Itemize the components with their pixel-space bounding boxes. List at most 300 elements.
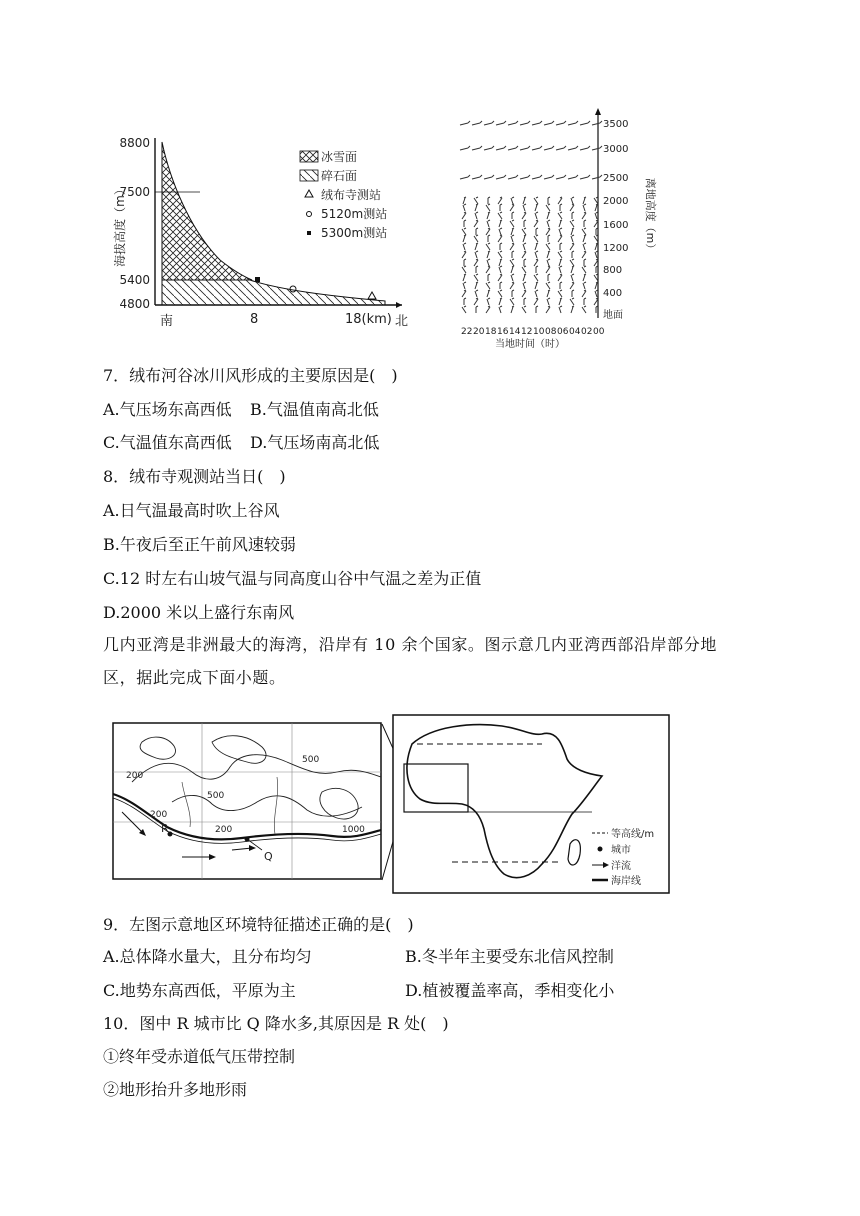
wind-barb-tick xyxy=(512,259,514,260)
wind-barb xyxy=(559,299,561,305)
wind-barb xyxy=(535,244,537,250)
wind-barb xyxy=(532,123,540,125)
wind-barb-tick xyxy=(512,235,514,236)
legend-gravel: 碎石面 xyxy=(321,169,358,183)
wind-barb-tick xyxy=(560,251,562,252)
wind-barb-tick xyxy=(476,282,478,283)
wind-barb xyxy=(595,205,597,211)
wind-barb-tick xyxy=(548,282,550,283)
wind-barb-tick xyxy=(560,220,562,221)
wind-barb-tick xyxy=(536,197,538,198)
wind-barb xyxy=(463,198,465,204)
wind-barb-tick xyxy=(500,204,502,205)
wind-barb-tick xyxy=(488,298,490,299)
wind-barb xyxy=(580,148,588,150)
wind-barb xyxy=(484,123,492,125)
wind-barb-tick xyxy=(468,121,470,123)
wind-barb-tick xyxy=(540,175,542,177)
wind-barb-tick xyxy=(536,228,538,229)
wind-barb xyxy=(582,291,586,297)
intro-line1: 几内亚湾是非洲最大的海湾，沿岸有 10 余个国家。图示意几内亚湾西部沿岸部分地 xyxy=(103,635,717,654)
wind-barb xyxy=(570,221,574,227)
wind-barb xyxy=(570,244,574,250)
wind-barb xyxy=(595,244,597,250)
wind-barb xyxy=(556,177,564,179)
wind-barb xyxy=(582,252,586,258)
y-tick: 2500 xyxy=(603,173,629,184)
wind-barb xyxy=(522,267,526,273)
wind-barb xyxy=(474,221,478,227)
wind-barb xyxy=(523,283,525,289)
wind-barb xyxy=(460,148,468,150)
wind-barb-tick xyxy=(548,220,550,221)
q7-option-b: B.气温值南高北低 xyxy=(250,400,379,419)
wind-barb-tick xyxy=(464,220,466,221)
wind-barb xyxy=(460,177,468,179)
wind-barb-tick xyxy=(572,220,574,221)
x-tick: 18 xyxy=(485,327,497,337)
wind-barb-tick xyxy=(548,197,550,198)
y-tick: 2000 xyxy=(603,196,629,207)
wind-barb-tick xyxy=(536,243,538,244)
wind-barb-tick xyxy=(504,146,506,148)
wind-barb-tick xyxy=(524,306,526,307)
wind-barb xyxy=(511,229,513,235)
wind-barb-tick xyxy=(524,235,526,236)
wind-barb-tick xyxy=(476,243,478,244)
wind-barb xyxy=(487,213,489,219)
wind-barb xyxy=(559,221,561,227)
wind-barb-tick xyxy=(464,204,466,205)
wind-barb xyxy=(508,123,516,125)
wind-barb-tick xyxy=(536,274,538,275)
wind-barb-tick xyxy=(536,306,538,307)
wind-barb-tick xyxy=(524,243,526,244)
wind-barb xyxy=(499,307,501,313)
q7-option-c: C.气温值东高西低 xyxy=(103,433,232,452)
wind-barb-tick xyxy=(588,121,590,123)
legend-5120: 5120m测站 xyxy=(321,207,388,221)
wind-barb xyxy=(475,252,477,258)
wind-barb-tick xyxy=(584,282,586,283)
wind-barb-tick xyxy=(488,204,490,205)
wind-barb xyxy=(487,291,489,297)
contour-label: 500 xyxy=(207,791,225,801)
legend-contour: 等高线/m xyxy=(611,829,655,840)
wind-barb-tick xyxy=(512,251,514,252)
x-tick: 00 xyxy=(593,327,605,337)
q9-option-d: D.植被覆盖率高，季相变化小 xyxy=(405,981,615,1000)
wind-barb-tick xyxy=(572,228,574,229)
q7-option-a: A.气压场东高西低 xyxy=(103,400,232,419)
wind-barb-tick xyxy=(560,298,562,299)
wind-barb xyxy=(508,177,516,179)
wind-barb-tick xyxy=(488,251,490,252)
wind-barb xyxy=(571,267,573,273)
wind-barb-tick xyxy=(564,175,566,177)
wind-barb xyxy=(592,123,600,125)
wind-barb xyxy=(522,213,526,219)
legend-current: 洋流 xyxy=(611,861,631,872)
wind-barb-tick xyxy=(464,243,466,244)
wind-barb xyxy=(556,123,564,125)
africa-inset-map xyxy=(392,714,670,894)
wind-barb xyxy=(463,205,465,211)
q10-stem: 10．图中 R 城市比 Q 降水多,其原因是 R 处( ) xyxy=(103,1014,449,1033)
wind-barb-tick xyxy=(588,175,590,177)
wind-barb xyxy=(544,177,552,179)
wind-barb-tick xyxy=(512,228,514,229)
wind-barb-tick xyxy=(584,197,586,198)
wind-barb xyxy=(583,283,585,289)
wind-barb-tick xyxy=(500,290,502,291)
x-tick: 北 xyxy=(395,314,409,329)
wind-barb xyxy=(570,283,574,289)
wind-barb xyxy=(558,252,562,258)
wind-barb-tick xyxy=(600,175,602,177)
wind-barb-tick xyxy=(548,212,550,213)
wind-barb-tick xyxy=(548,290,550,291)
wind-barb-tick xyxy=(552,146,554,148)
wind-barb xyxy=(582,267,586,273)
wind-barb xyxy=(523,236,525,242)
q9-option-a: A.总体降水量大，且分布均匀 xyxy=(103,947,312,966)
wind-barb xyxy=(558,275,562,281)
wind-barb xyxy=(474,198,478,204)
wind-barb-tick xyxy=(476,266,478,267)
q8-stem: 8．绒布寺观测站当日( ) xyxy=(103,467,286,486)
wind-barb xyxy=(595,213,597,219)
wind-barb xyxy=(595,283,597,289)
wind-barb-tick xyxy=(488,274,490,275)
y-tick: 400 xyxy=(603,288,623,299)
wind-barb-tick xyxy=(488,212,490,213)
wind-barb xyxy=(460,123,468,125)
wind-barb xyxy=(570,260,574,266)
wind-barb xyxy=(570,299,574,305)
wind-barb-tick xyxy=(600,146,602,148)
wind-barb xyxy=(582,307,586,313)
wind-barb-tick xyxy=(572,274,574,275)
wind-barb xyxy=(568,123,576,125)
wind-barb xyxy=(595,252,597,258)
wind-barb xyxy=(522,229,526,235)
wind-barb xyxy=(499,299,501,305)
wind-barb xyxy=(498,198,502,204)
x-tick: 06 xyxy=(557,327,569,337)
legend-snow: 冰雪面 xyxy=(321,150,358,164)
wind-barb xyxy=(535,283,537,289)
wind-barb xyxy=(474,236,478,242)
wind-barb xyxy=(498,252,502,258)
wind-barb xyxy=(463,244,465,250)
wind-barb xyxy=(558,236,562,242)
wind-barb-tick xyxy=(524,197,526,198)
wind-barb xyxy=(487,252,489,258)
wind-barb xyxy=(570,205,574,211)
wind-barb xyxy=(583,236,585,242)
x-tick: 04 xyxy=(569,327,581,337)
wind-barb-tick xyxy=(584,235,586,236)
wind-barb xyxy=(510,283,514,289)
wind-barb xyxy=(522,252,526,258)
wind-barb xyxy=(534,275,538,281)
wind-barb-tick xyxy=(480,146,482,148)
wind-barb-tick xyxy=(476,251,478,252)
wind-barb-tick xyxy=(500,220,502,221)
wind-barb xyxy=(534,221,538,227)
wind-barb xyxy=(510,221,514,227)
wind-barb-tick xyxy=(512,197,514,198)
wind-profile-figure xyxy=(450,106,660,350)
wind-barb-tick xyxy=(524,274,526,275)
wind-barb xyxy=(592,177,600,179)
wind-barb xyxy=(475,213,477,219)
y-tick: 8800 xyxy=(119,136,150,150)
wind-barb-tick xyxy=(476,204,478,205)
wind-barb xyxy=(582,229,586,235)
wind-barb-tick xyxy=(512,220,514,221)
wind-barb-tick xyxy=(540,121,542,123)
wind-barb-tick xyxy=(560,282,562,283)
wind-barb xyxy=(522,307,526,313)
wind-barb xyxy=(558,291,562,297)
x-tick: 08 xyxy=(545,327,557,337)
contour-label: 200 xyxy=(215,825,233,835)
wind-barb xyxy=(462,229,466,235)
wind-barb xyxy=(546,283,550,289)
wind-barb-tick xyxy=(548,243,550,244)
wind-barb-tick xyxy=(524,298,526,299)
wind-barb-tick xyxy=(516,146,518,148)
wind-barb-tick xyxy=(528,121,530,123)
wind-barb xyxy=(462,252,466,258)
wind-barb-tick xyxy=(564,146,566,148)
wind-barb-tick xyxy=(464,298,466,299)
city-r-label: R xyxy=(161,822,169,835)
wind-barb xyxy=(559,307,561,313)
wind-barb xyxy=(508,148,516,150)
q8-option-d: D.2000 米以上盛行东南风 xyxy=(103,603,295,622)
wind-barb xyxy=(499,267,501,273)
wind-barb xyxy=(546,229,550,235)
wind-barb-tick xyxy=(584,204,586,205)
q8-option-a: A.日气温最高时吹上谷风 xyxy=(103,501,280,520)
wind-barb-tick xyxy=(572,298,574,299)
wind-barb-tick xyxy=(500,306,502,307)
wind-barb-tick xyxy=(588,146,590,148)
q7-option-d: D.气压场南高北低 xyxy=(250,433,380,452)
wind-barb-tick xyxy=(476,212,478,213)
wind-barb-tick xyxy=(512,266,514,267)
wind-barb xyxy=(534,260,538,266)
wind-barb xyxy=(547,221,549,227)
wind-barb xyxy=(559,260,561,266)
wind-barb-tick xyxy=(572,197,574,198)
wind-barb xyxy=(547,291,549,297)
wind-barb-tick xyxy=(488,197,490,198)
wind-barb-tick xyxy=(536,282,538,283)
wind-barb-tick xyxy=(464,282,466,283)
wind-barb-tick xyxy=(524,220,526,221)
wind-barb-tick xyxy=(500,243,502,244)
wind-barb-tick xyxy=(476,197,478,198)
wind-barb xyxy=(462,307,466,313)
wind-barb xyxy=(486,267,490,273)
wind-barb-tick xyxy=(576,146,578,148)
wind-barb xyxy=(582,213,586,219)
wind-barb xyxy=(522,291,526,297)
wind-barb-tick xyxy=(488,259,490,260)
guinea-gulf-map xyxy=(112,722,382,880)
q10-option-1: ①终年受赤道低气压带控制 xyxy=(103,1047,296,1066)
wind-barb-tick xyxy=(500,251,502,252)
q8-option-b: B.午夜后至正午前风速较弱 xyxy=(103,535,296,554)
wind-barb xyxy=(462,213,466,219)
wind-barb-tick xyxy=(504,175,506,177)
wind-barb-tick xyxy=(560,212,562,213)
contour-label: 200 xyxy=(126,771,144,781)
wind-barb xyxy=(499,221,501,227)
wind-barb-tick xyxy=(464,306,466,307)
y-tick: 4800 xyxy=(119,297,150,311)
wind-barb-tick xyxy=(512,306,514,307)
x-tick: 南 xyxy=(160,314,174,329)
wind-barb-tick xyxy=(560,204,562,205)
wind-barb xyxy=(592,148,600,150)
wind-barb-tick xyxy=(512,212,514,213)
wind-barb-tick xyxy=(516,121,518,123)
wind-barb-tick xyxy=(500,259,502,260)
wind-barb xyxy=(544,123,552,125)
wind-barb xyxy=(486,205,490,211)
y-tick: 5400 xyxy=(119,273,150,287)
wind-barb-tick xyxy=(464,235,466,236)
wind-barb-tick xyxy=(468,175,470,177)
x-tick: 22 xyxy=(461,327,473,337)
wind-barb xyxy=(558,213,562,219)
wind-barb-tick xyxy=(524,282,526,283)
wind-barb-tick xyxy=(492,146,494,148)
wind-barb-tick xyxy=(540,146,542,148)
wind-barb-tick xyxy=(504,121,506,123)
wind-barb xyxy=(474,299,478,305)
wind-barb-tick xyxy=(572,259,574,260)
wind-barb xyxy=(486,244,490,250)
wind-barb xyxy=(583,275,585,281)
wind-barb xyxy=(498,291,502,297)
legend-rongbu: 绒布寺测站 xyxy=(321,188,382,202)
wind-barb-tick xyxy=(584,228,586,229)
wind-barb xyxy=(547,260,549,266)
wind-barb-tick xyxy=(524,228,526,229)
wind-barb-tick xyxy=(464,197,466,198)
wind-barb xyxy=(475,205,477,211)
wind-barb-tick xyxy=(576,121,578,123)
wind-barb xyxy=(568,148,576,150)
wind-barb xyxy=(484,148,492,150)
wind-barb xyxy=(463,283,465,289)
wind-barb-tick xyxy=(500,282,502,283)
wind-barb-tick xyxy=(560,243,562,244)
wind-barb xyxy=(535,205,537,211)
x-tick: 16 xyxy=(497,327,509,337)
wind-barb-tick xyxy=(552,121,554,123)
wind-barb xyxy=(510,260,514,266)
wind-barb xyxy=(499,229,501,235)
wind-barb-tick xyxy=(536,212,538,213)
y-tick: 1200 xyxy=(603,243,629,254)
wind-barb xyxy=(510,205,514,211)
contour-label: 500 xyxy=(302,755,320,765)
wind-barb xyxy=(496,177,504,179)
wind-barb xyxy=(474,260,478,266)
y-tick: 3500 xyxy=(603,119,629,130)
wind-barb xyxy=(547,299,549,305)
wind-barb-tick xyxy=(500,298,502,299)
wind-barb-tick xyxy=(464,259,466,260)
wind-barb-tick xyxy=(476,306,478,307)
wind-barb xyxy=(511,198,513,204)
x-tick: 12 xyxy=(521,327,533,337)
wind-barb-tick xyxy=(548,204,550,205)
y-tick: 地面 xyxy=(603,310,623,321)
wind-barb xyxy=(463,236,465,242)
wind-barb xyxy=(571,229,573,235)
y-tick: 7500 xyxy=(119,185,150,199)
wind-barb xyxy=(559,229,561,235)
q9-stem: 9．左图示意地区环境特征描述正确的是( ) xyxy=(103,915,414,934)
wind-barb-tick xyxy=(584,220,586,221)
wind-barb-tick xyxy=(528,146,530,148)
wind-barb xyxy=(462,267,466,273)
wind-barb-tick xyxy=(560,228,562,229)
wind-barb-tick xyxy=(560,306,562,307)
y-axis-label: 海拔高度（m） xyxy=(113,183,127,267)
wind-barb-tick xyxy=(488,290,490,291)
wind-barb-tick xyxy=(584,243,586,244)
wind-barb-tick xyxy=(476,228,478,229)
wind-barb-tick xyxy=(536,204,538,205)
wind-barb-tick xyxy=(476,290,478,291)
wind-barb xyxy=(511,307,513,313)
x-tick: 20 xyxy=(473,327,485,337)
legend-city: 城市 xyxy=(611,845,631,856)
wind-barb xyxy=(571,275,573,281)
glacier-profile-figure xyxy=(110,120,420,335)
wind-barb xyxy=(556,148,564,150)
wind-barb xyxy=(523,275,525,281)
wind-barb-tick xyxy=(548,251,550,252)
wind-barb xyxy=(487,221,489,227)
wind-barb xyxy=(558,198,562,204)
q9-option-b: B.冬半年主要受东北信风控制 xyxy=(405,947,614,966)
wind-barb-tick xyxy=(524,266,526,267)
wind-barb xyxy=(546,307,550,313)
wind-barb xyxy=(595,291,597,297)
wind-barb-tick xyxy=(572,212,574,213)
wind-barb xyxy=(580,177,588,179)
wind-barb-tick xyxy=(488,282,490,283)
wind-barb xyxy=(462,291,466,297)
wind-barb-tick xyxy=(464,228,466,229)
city-q-label: Q xyxy=(264,850,273,863)
wind-barb-tick xyxy=(584,266,586,267)
wind-barb-tick xyxy=(512,290,514,291)
wind-barb-tick xyxy=(476,274,478,275)
wind-barb-tick xyxy=(584,274,586,275)
wind-barb xyxy=(463,275,465,281)
